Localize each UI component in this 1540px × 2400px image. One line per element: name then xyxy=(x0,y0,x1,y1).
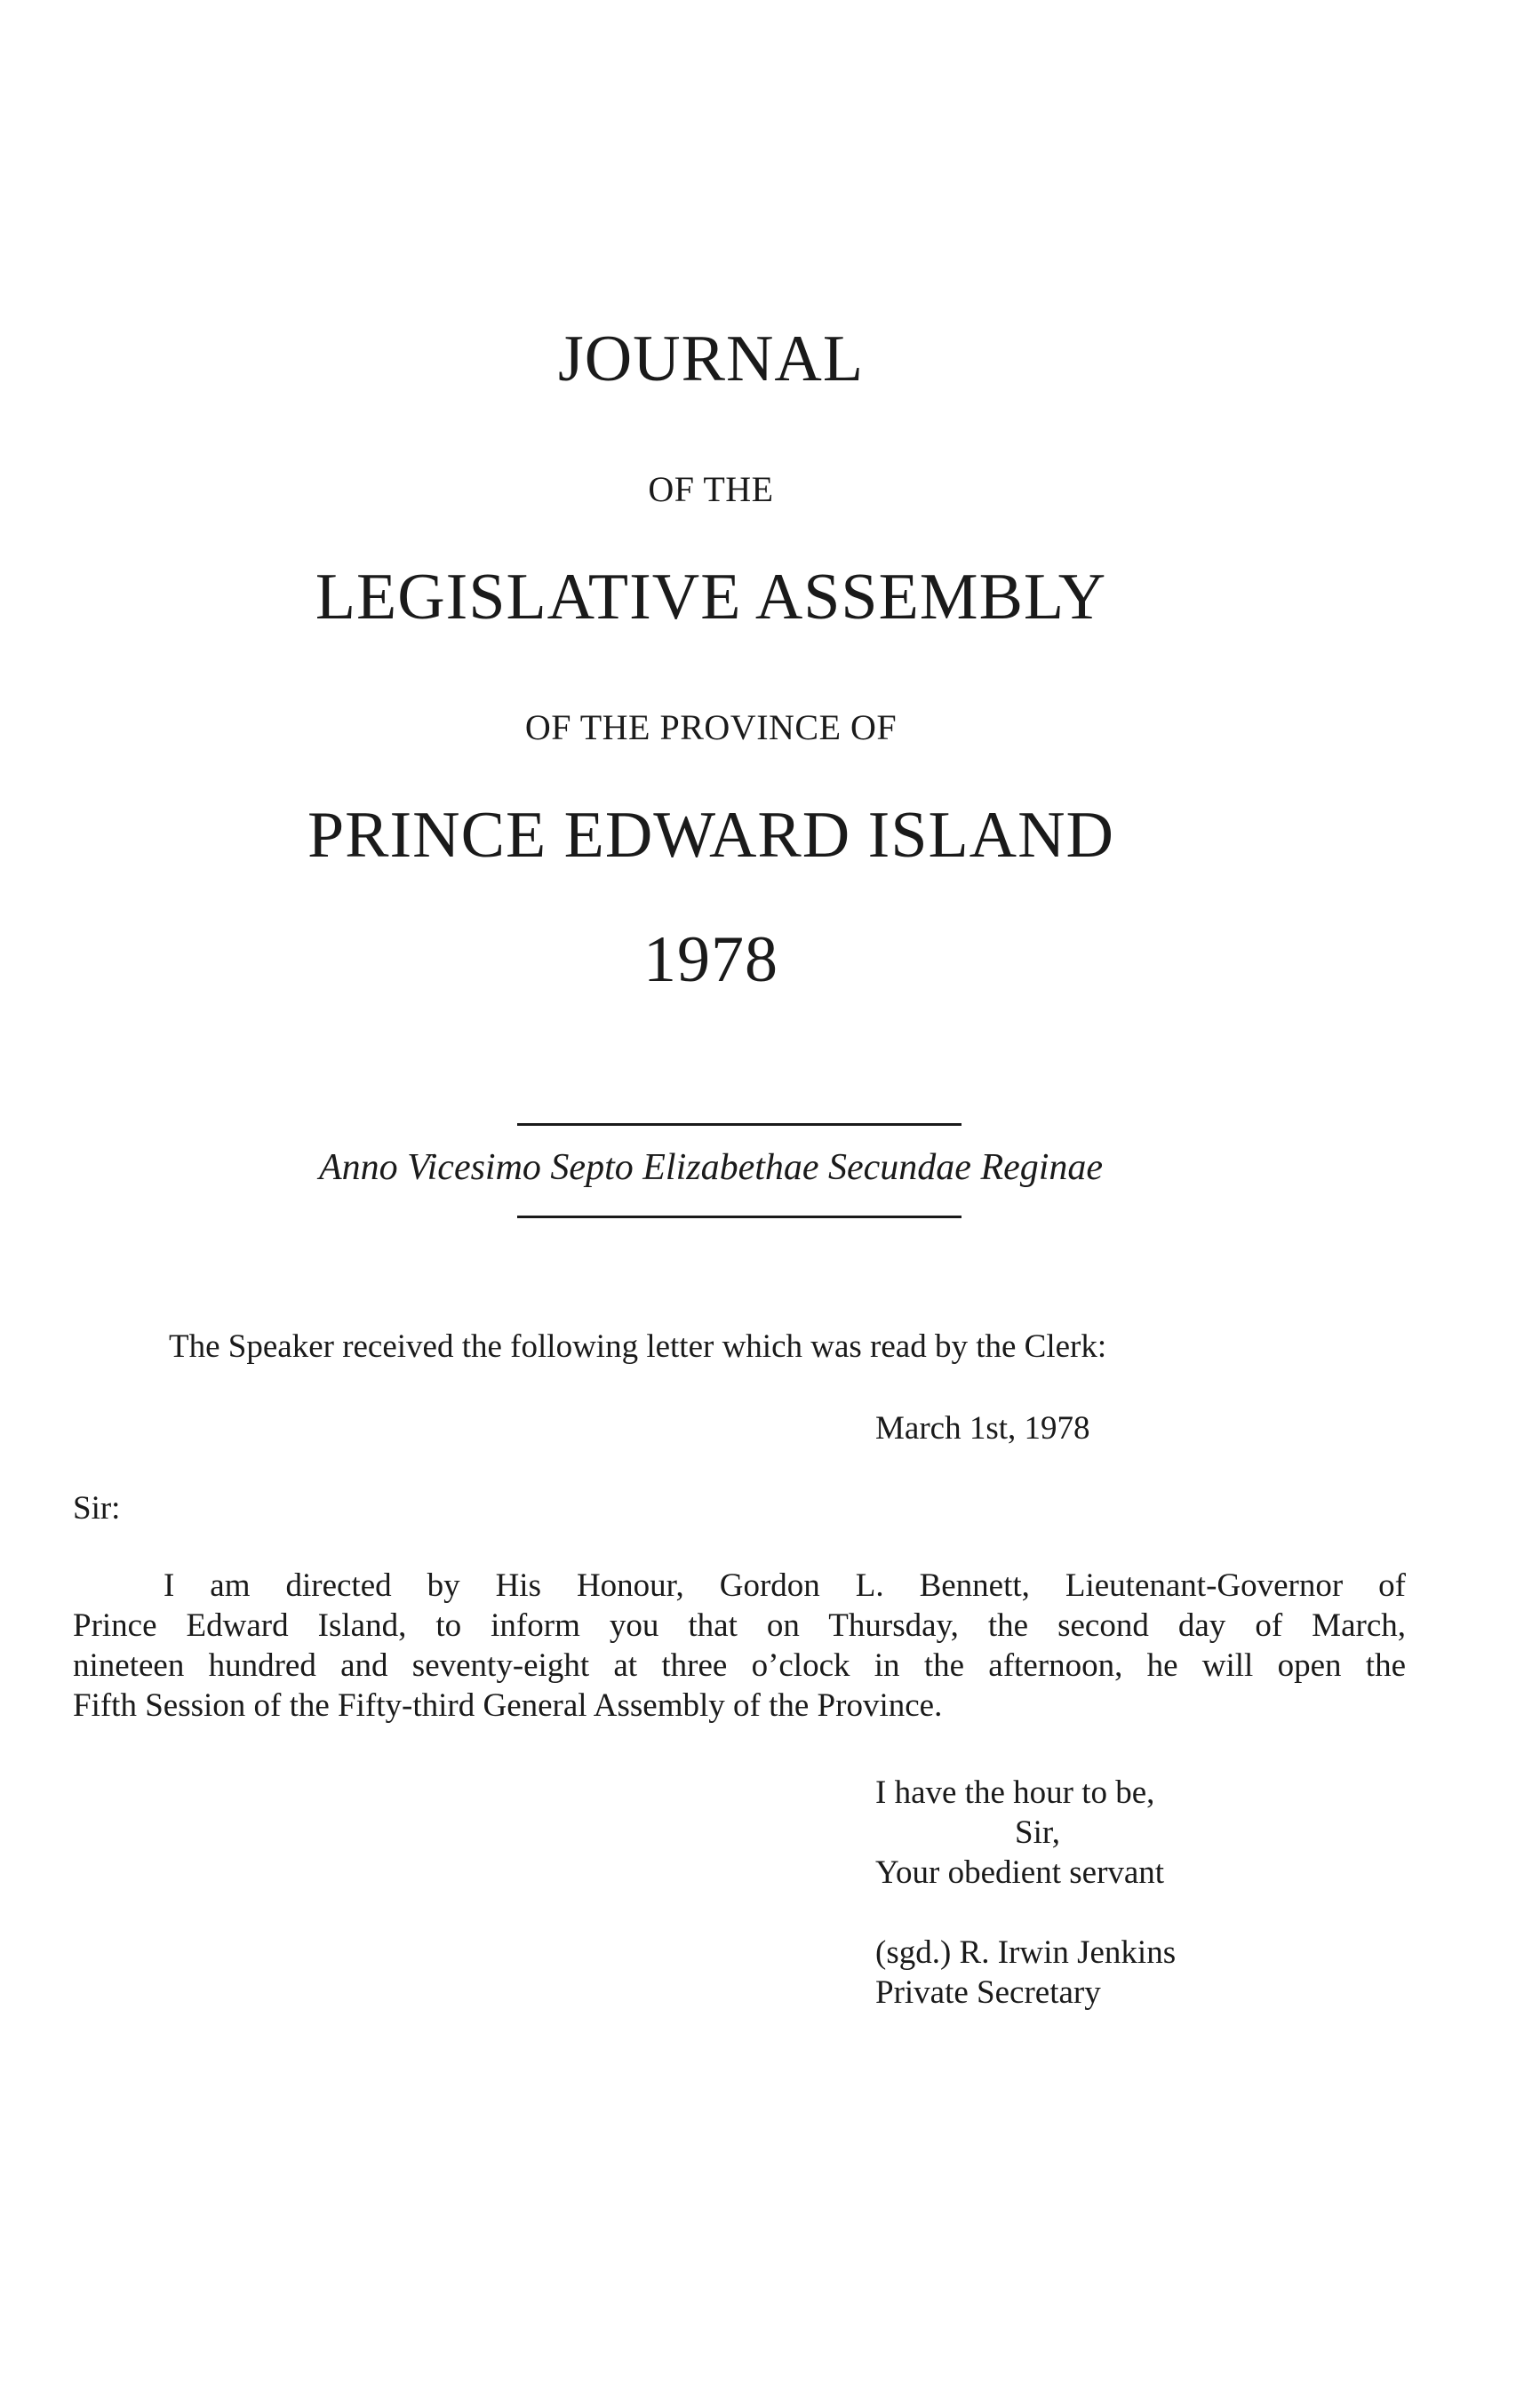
signature-name: (sgd.) R. Irwin Jenkins xyxy=(875,1934,1177,1971)
top-divider xyxy=(517,1123,962,1126)
year-heading: 1978 xyxy=(643,923,778,996)
closing-sir: Sir, xyxy=(1015,1814,1060,1851)
intro-text: The Speaker received the following letter which was read by the Clerk: xyxy=(169,1328,1107,1365)
letter-date: March 1st, 1978 xyxy=(875,1410,1090,1447)
province-heading: PRINCE EDWARD ISLAND xyxy=(307,799,1114,872)
letter-body xyxy=(73,1566,1406,1726)
letter-body-line: Fifth Session of the Fifty-third General Assembly of the Province. xyxy=(73,1687,943,1724)
latin-regnal-year: Anno Vicesimo Septo Elizabethae Secundae Reginae xyxy=(318,1147,1104,1188)
bottom-divider xyxy=(517,1216,962,1218)
of-the-subheading: OF THE xyxy=(648,469,774,509)
closing-servant: Your obedient servant xyxy=(875,1854,1165,1891)
letter-body-line: I am directed by His Honour, Gordon L. Bennett, Lieutenant-Governor of xyxy=(164,1567,1406,1604)
signature-title: Private Secretary xyxy=(875,1974,1101,2011)
province-of-subheading: OF THE PROVINCE OF xyxy=(524,707,898,747)
journal-heading: JOURNAL xyxy=(557,323,865,395)
letter-body-line: Prince Edward Island, to inform you that on Thursday, the second day of March, xyxy=(73,1607,1406,1644)
letter-salutation: Sir: xyxy=(73,1490,121,1527)
closing-line: I have the hour to be, xyxy=(875,1774,1155,1811)
legislative-assembly-heading: LEGISLATIVE ASSEMBLY xyxy=(315,561,1107,634)
letter-body-line: nineteen hundred and seventy-eight at three o’clock in the afternoon, he will open the xyxy=(73,1647,1406,1684)
